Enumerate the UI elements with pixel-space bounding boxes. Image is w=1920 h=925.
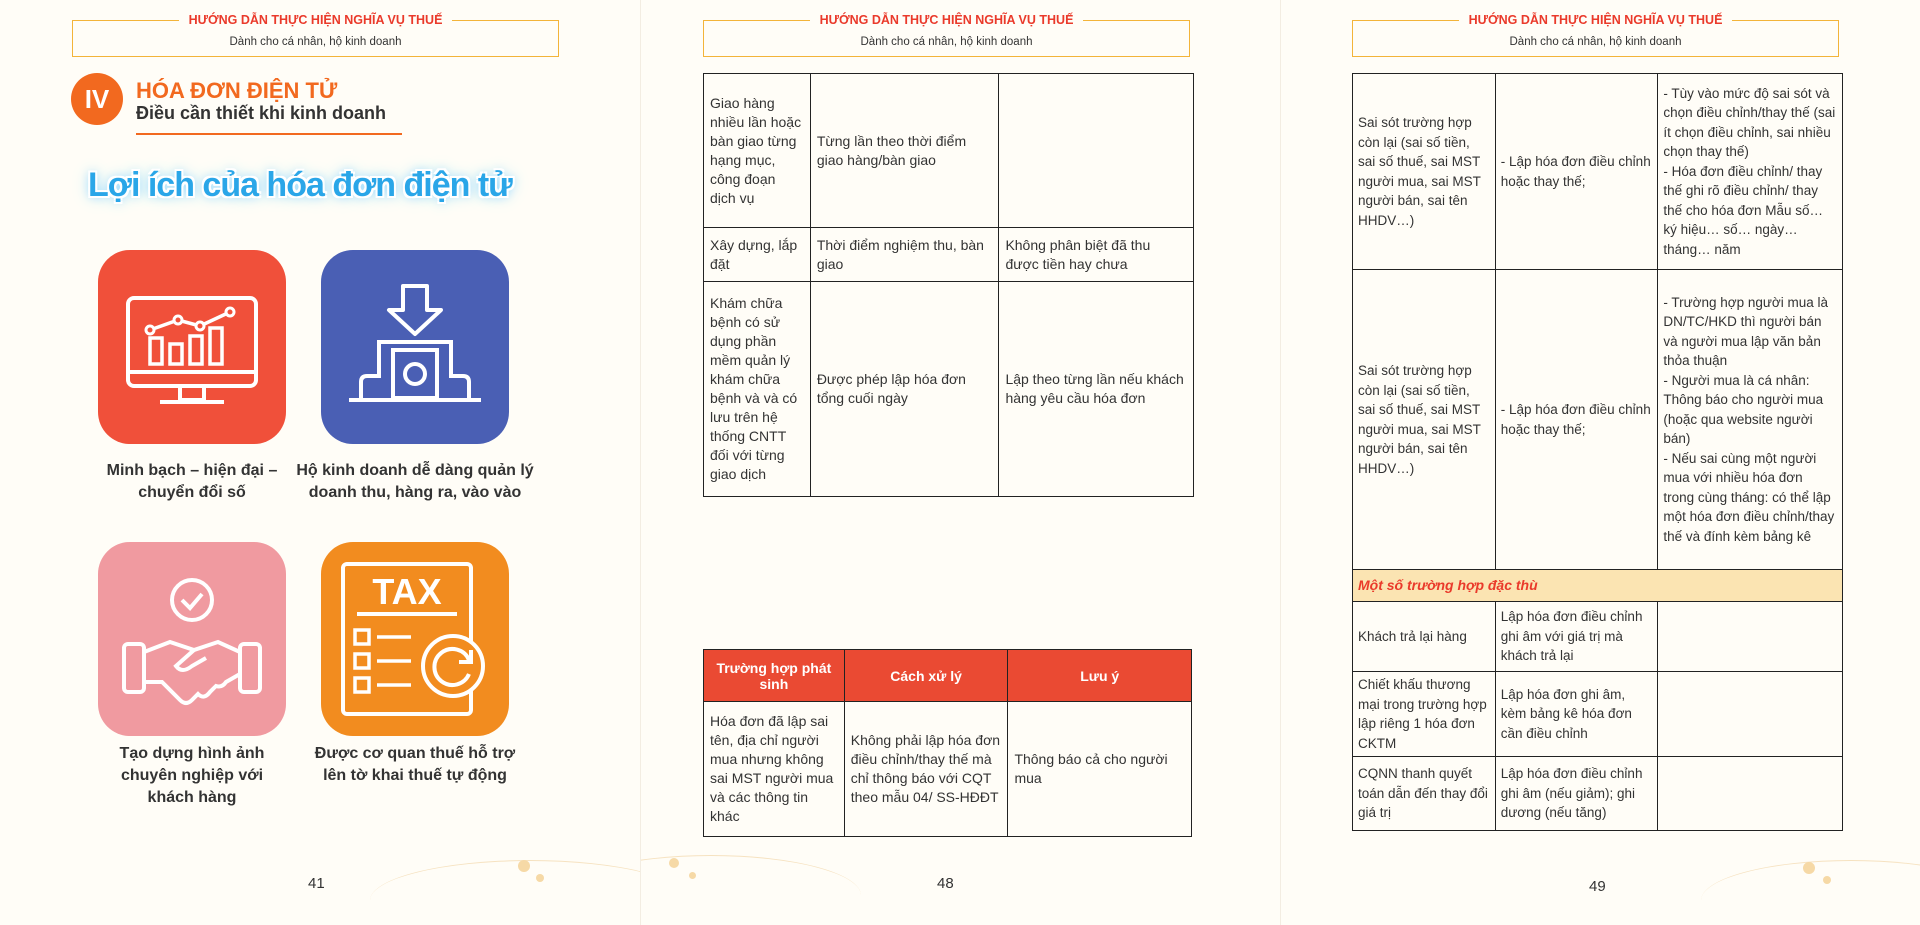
decor-dot [689, 872, 696, 879]
benefit-caption: Tạo dựng hình ảnh chuyên nghiệp với khách hàng [119, 745, 265, 806]
table-row: Xây dựng, lắp đặt Thời điểm nghiệm thu, bàn giao Không phân biệt đã thu được tiền hay chưa [704, 228, 1194, 282]
benefit-caption: Được cơ quan thuế hỗ trợ lên tờ khai thuế tự động [314, 745, 516, 784]
decor-dot [536, 874, 544, 882]
invoice-timing-table [703, 73, 1194, 497]
decor-dot [669, 858, 679, 868]
tax-form-icon [321, 542, 509, 736]
page-header [1352, 13, 1839, 57]
table-row: Chiết khấu thương mại trong trường hợp lập riêng 1 hóa đơn CKTM Lập hóa đơn ghi âm, kèm bảng kê hóa đơn cần điều chỉnh [1353, 672, 1843, 757]
table-row: Hóa đơn đã lập sai tên, địa chỉ người mua nhưng không sai MST người mua và các thông tin khác Không phải lập hóa đơn điều chỉnh/thay thế mà chỉ thông báo với CQT theo mẫu 04/ SS-HĐĐT Thông báo cả cho người mua [704, 702, 1192, 837]
page-number: 41 [308, 875, 325, 892]
error-cases-table [1352, 73, 1843, 831]
benefits-banner: Lợi ích của hóa đơn điện tử [88, 166, 512, 204]
table-row: CQNN thanh quyết toán dẫn đến thay đổi giá trị Lập hóa đơn điều chỉnh ghi âm (nếu giảm); ghi dương (nếu tăng) [1353, 757, 1843, 831]
benefit-caption: Hộ kinh doanh dễ dàng quản lý doanh thu, hàng ra, vào vào [296, 462, 534, 501]
decor-dot [1823, 876, 1831, 884]
header-title: HƯỚNG DẪN THỰC HIỆN NGHĨA VỤ THUẾ [810, 13, 1084, 27]
benefit-tile-tax-support [321, 542, 509, 736]
table-header-row: Trường hợp phát sinh Cách xử lý Lưu ý [704, 650, 1192, 702]
page-header [703, 13, 1190, 57]
benefit-tile-image [98, 542, 286, 736]
header-title: HƯỚNG DẪN THỰC HIỆN NGHĨA VỤ THUẾ [1459, 13, 1733, 27]
page-number: 48 [937, 875, 954, 892]
header-subtitle: Dành cho cá nhân, hộ kinh doanh [1509, 36, 1682, 48]
header-title: HƯỚNG DẪN THỰC HIỆN NGHĨA VỤ THUẾ [179, 13, 453, 27]
header-subtitle: Dành cho cá nhân, hộ kinh doanh [229, 36, 402, 48]
section-underline [136, 133, 402, 135]
benefit-tile-transparency [98, 250, 286, 444]
table-row: Khám chữa bệnh có sử dụng phần mềm quản lý khám chữa bệnh và và có lưu trên hệ thống CNTT đối với từng giao dịch Được phép lập hóa đơn tổng cuối ngày Lập theo từng lần nếu khách hàng yêu cầu hóa đơn [704, 282, 1194, 497]
header-subtitle: Dành cho cá nhân, hộ kinh doanh [860, 36, 1033, 48]
page-number: 49 [1589, 878, 1606, 895]
decor-dot [518, 860, 530, 872]
page-header [72, 13, 559, 57]
benefit-caption: Minh bạch – hiện đại – chuyển đổi số [106, 462, 278, 501]
error-handling-table [703, 649, 1192, 837]
decor-dot [1803, 862, 1815, 874]
table-row: Khách trả lại hàng Lập hóa đơn điều chỉnh ghi âm với giá trị mà khách trả lại [1353, 602, 1843, 672]
section-title: HÓA ĐƠN ĐIỆN TỬ [136, 78, 338, 103]
page-49 [1280, 0, 1920, 925]
money-deposit-icon [321, 250, 509, 444]
tax-text: TAX [372, 571, 442, 612]
special-cases-heading-row: Một số trường hợp đặc thù [1353, 570, 1843, 602]
table-row: Sai sót trường hợp còn lại (sai số tiền, sai số thuế, sai MST người mua, sai MST người bán, sai tên HHDV…) - Lập hóa đơn điều chỉnh hoặc thay thế; - Trường hợp người mua là DN/TC/HKD thì người bán và người mua lập văn bản thỏa thuận - Người mua là cá nhân: Thông báo cho người mua (hoặc qua website người bán) - Nếu sai cùng một người mua với nhiều hóa đơn trong cùng tháng: có thể lập một hóa đơn điều chỉnh/thay thế và đính kèm bảng kê [1353, 270, 1843, 570]
page-41 [0, 0, 640, 925]
page-48 [640, 0, 1281, 925]
handshake-icon [98, 542, 286, 736]
monitor-chart-icon [98, 250, 286, 444]
table-row: Sai sót trường hợp còn lại (sai số tiền, sai số thuế, sai MST người mua, sai MST người bán, sai tên HHDV…) - Lập hóa đơn điều chỉnh hoặc thay thế; - Tùy vào mức độ sai sót và chọn điều chỉnh/thay thế (sai ít chọn điều chỉnh, sai nhiều chọn thay thế) - Hóa đơn điều chỉnh/ thay thế ghi rõ điều chỉnh/ thay thế cho hóa đơn Mẫu số… ký hiệu… số… ngày… tháng… năm [1353, 74, 1843, 270]
benefit-tile-management [321, 250, 509, 444]
section-subtitle: Điều cần thiết khi kinh doanh [136, 103, 387, 123]
table-row: Giao hàng nhiều lần hoặc bàn giao từng hạng mục, công đoạn dịch vụ Từng lần theo thời điểm giao hàng/bàn giao [704, 74, 1194, 228]
section-number: IV [71, 73, 123, 125]
decor-wave [370, 860, 640, 925]
